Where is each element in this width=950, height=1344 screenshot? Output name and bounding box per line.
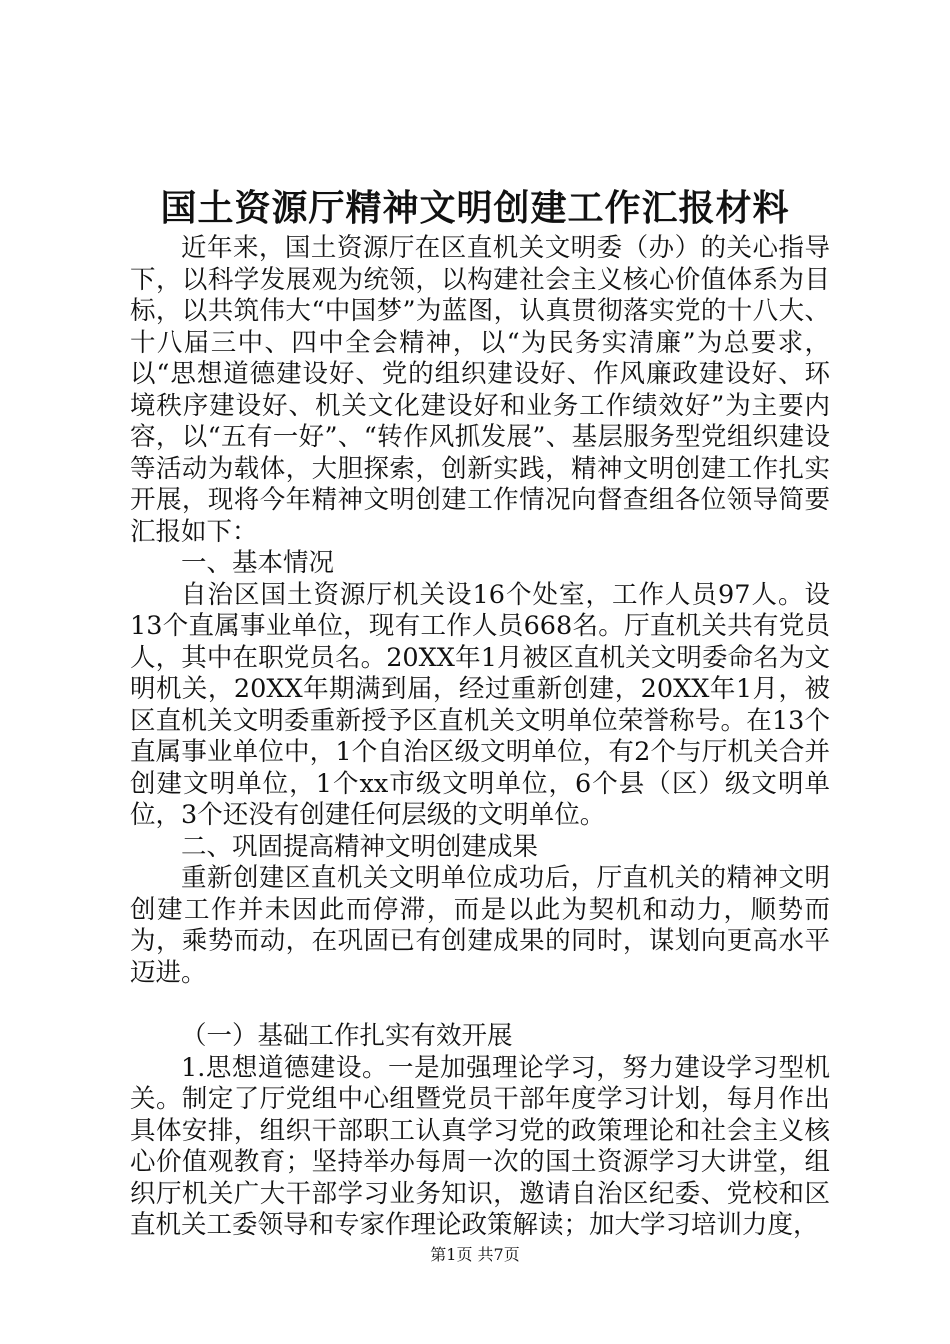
document-body [130, 233, 830, 1242]
basic-situation-paragraph: 自治区国土资源厅机关设16个处室，工作人员97人。设13个直属事业单位，现有工作人员668名。厅直机关共有党员人，其中在职党员名。20XX年1月被区直机关文明委命名为文明机关，20XX年期满到届，经过重新创建，20XX年1月，被区直机关文明委重新授予区直机关文明单位荣誉称号。在13个直属事业单位中，1个自治区级文明单位，有2个与厅机关合并创建文明单位，1个xx市级文明单位，6个县（区）级文明单位，3个还没有创建任何层级的文明单位。 [130, 579, 830, 830]
consolidate-results-paragraph: 重新创建区直机关文明单位成功后，厅直机关的精神文明创建工作并未因此而停滞，而是以此为契机和动力，顺势而为，乘势而动，在巩固已有创建成果的同时，谋划向更高水平迈进。 [130, 863, 830, 988]
document-title: 国土资源厅精神文明创建工作汇报材料 [160, 187, 790, 229]
intro-paragraph: 近年来，国土资源厅在区直机关文明委（办）的关心指导下，以科学发展观为统领，以构建社会主义核心价值体系为目标，以共筑伟大“中国梦”为蓝图，认真贯彻落实党的十八大、十八届三中、四中全会精神，以“为民务实清廉”为总要求，以“思想道德建设好、党的组织建设好、作风廉政建设好、环境秩序建设好、机关文化建设好和业务工作绩效好”为主要内容，以“五有一好”、“转作风抓发展”、基层服务型党组织建设等活动为载体，大胆探索，创新实践，精神文明创建工作扎实开展，现将今年精神文明创建工作情况向督查组各位领导简要汇报如下： [130, 233, 830, 547]
page-footer: 第1页 共7页 [430, 1245, 520, 1264]
section-heading-consolidate-results: 二、巩固提高精神文明创建成果 [181, 831, 539, 862]
paragraph-gap [130, 989, 830, 1021]
section-heading-basic-situation: 一、基本情况 [181, 548, 335, 578]
ideology-morality-paragraph: 1.思想道德建设。一是加强理论学习，努力建设学习型机关。制定了厅党组中心组暨党员干部年度学习计划，每月作出具体安排，组织干部职工认真学习党的政策理论和社会主义核心价值观教育；坚持举办每周一次的国土资源学习大讲堂，组织厅机关广大干部学习业务知识，邀请自治区纪委、党校和区直机关工委领导和专家作理论政策解读；加大学习培训力度， [130, 1052, 830, 1240]
subsection-heading-foundation-work: （一）基础工作扎实有效开展 [181, 1021, 513, 1051]
